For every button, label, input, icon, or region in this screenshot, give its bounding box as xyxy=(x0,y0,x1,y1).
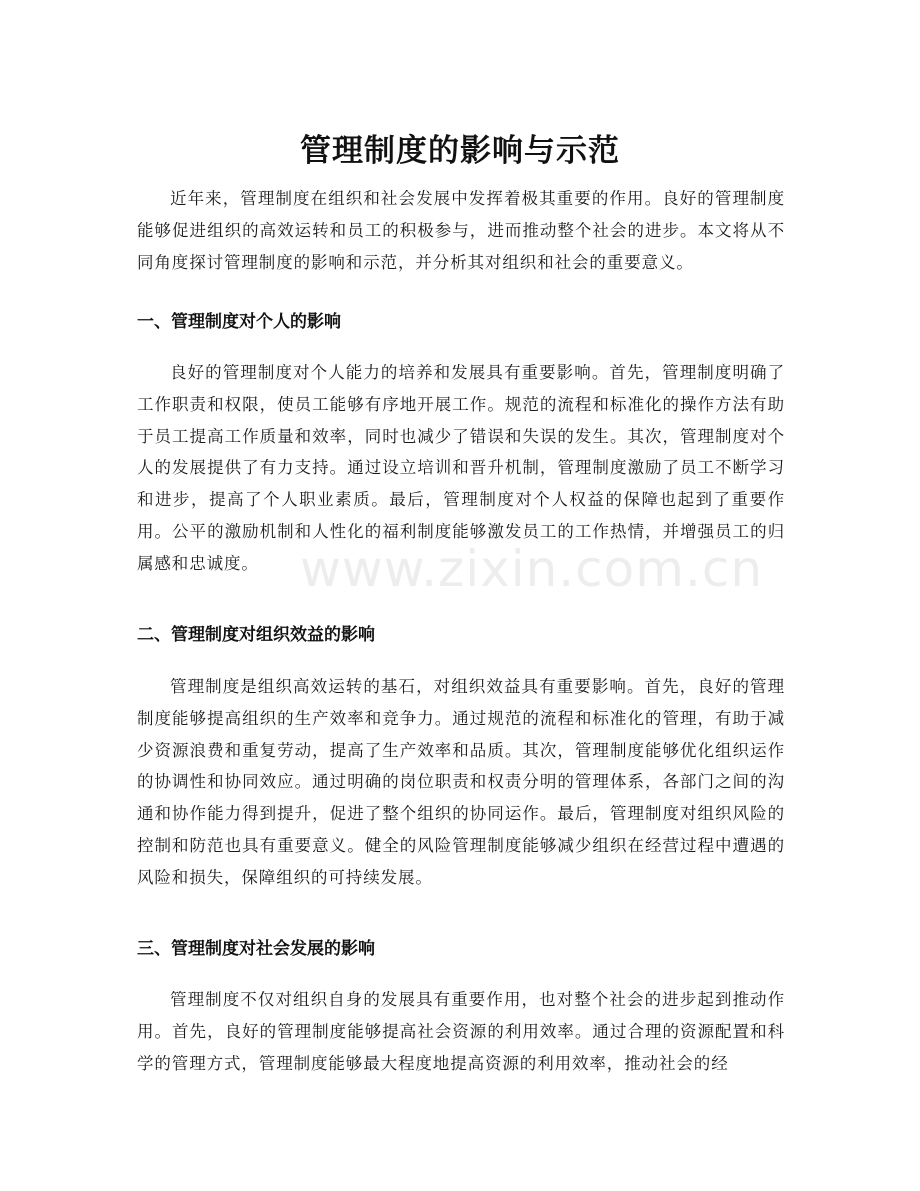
section-1-paragraph: 良好的管理制度对个人能力的培养和发展具有重要影响。首先，管理制度明确了工作职责和权限，使员工能够有序地开展工作。规范的流程和标准化的操作方法有助于员工提高工作质量和效率，同时也减少了错误和失误的发生。其次，管理制度对个人的发展提供了有力支持。通过设立培训和晋升机制，管理制度激励了员工不断学习和进步，提高了个人职业素质。最后，管理制度对个人权益的保障也起到了重要作用。公平的激励机制和人性化的福利制度能够激发员工的工作热情，并增强员工的归属感和忠诚度。 xyxy=(137,363,785,573)
watermark: www.zixin.com.cn xyxy=(300,540,764,598)
intro-paragraph: 近年来，管理制度在组织和社会发展中发挥着极其重要的作用。良好的管理制度能够促进组织的高效运转和员工的积极参与，进而推动整个社会的进步。本文将从不同角度探讨管理制度的影响和示范，并分析其对组织和社会的重要意义。 xyxy=(137,189,785,272)
section-3-heading: 三、管理制度对社会发展的影响 xyxy=(137,939,375,959)
section-1-heading: 一、管理制度对个人的影响 xyxy=(137,312,341,332)
document-title: 管理制度的影响与示范 xyxy=(300,132,620,169)
section-3-paragraph: 管理制度不仅对组织自身的发展具有重要作用，也对整个社会的进步起到推动作用。首先，良好的管理制度能够提高社会资源的利用效率。通过合理的资源配置和科学的管理方式，管理制度能够最大程度地提高资源的利用效率，推动社会的经 xyxy=(137,990,785,1073)
section-2-paragraph: 管理制度是组织高效运转的基石，对组织效益具有重要影响。首先，良好的管理制度能够提高组织的生产效率和竞争力。通过规范的流程和标准化的管理，有助于减少资源浪费和重复劳动，提高了生产效率和品质。其次，管理制度能够优化组织运作的协调性和协同效应。通过明确的岗位职责和权责分明的管理体系，各部门之间的沟通和协作能力得到提升，促进了整个组织的协同运作。最后，管理制度对组织风险的控制和防范也具有重要意义。健全的风险管理制度能够减少组织在经营过程中遭遇的风险和损失，保障组织的可持续发展。 xyxy=(137,677,785,887)
section-2-heading: 二、管理制度对组织效益的影响 xyxy=(137,625,375,645)
